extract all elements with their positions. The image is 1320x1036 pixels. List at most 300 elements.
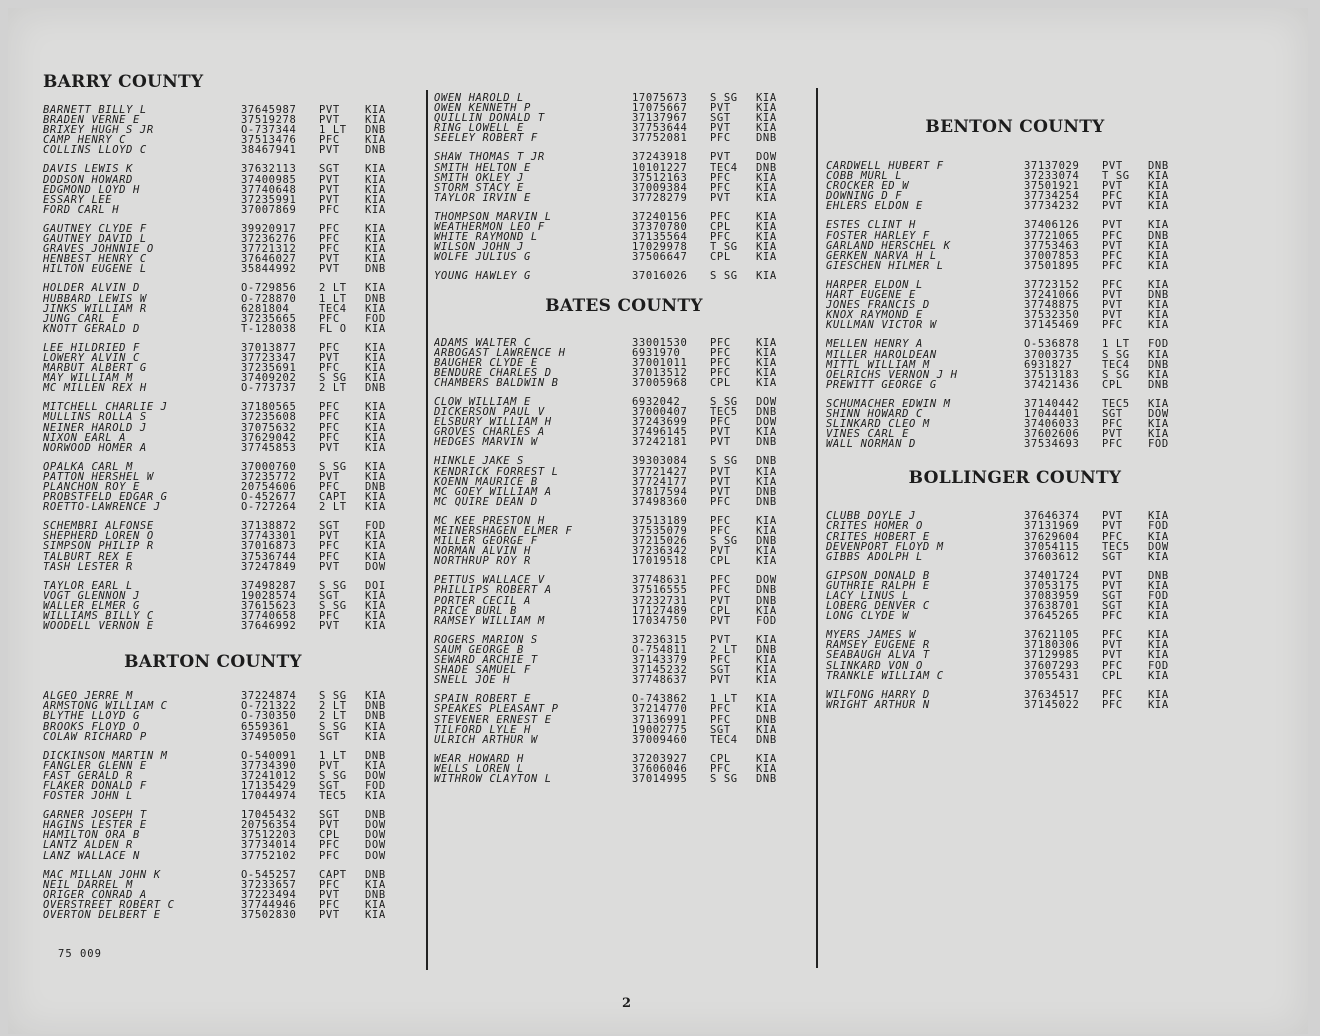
soldier-status: DNB: [365, 710, 386, 723]
soldier-name: ROGERS MARION S: [434, 634, 538, 645]
soldier-name: PHILLIPS ROBERT A: [434, 585, 552, 596]
soldier-rank: SGT: [710, 723, 731, 736]
soldier-rank: PVT: [319, 530, 340, 543]
soldier-name: DEVENPORT FLOYD M: [826, 541, 944, 552]
soldier-serial: 37013512: [632, 366, 688, 379]
soldier-status: KIA: [365, 362, 386, 375]
soldier-name: TAYLOR IRVIN E: [434, 192, 531, 203]
soldier-status: DNB: [756, 733, 777, 746]
soldier-name: KNOX RAYMOND E: [826, 310, 923, 321]
soldier-status: KIA: [756, 465, 777, 478]
roster-row: [43, 492, 413, 502]
soldier-name: SHADE SAMUEL F: [434, 665, 531, 676]
roster-row: [43, 462, 413, 472]
soldier-rank: PFC: [1102, 530, 1123, 543]
soldier-rank: PFC: [710, 495, 731, 508]
soldier-rank: PVT: [319, 441, 340, 454]
soldier-rank: PFC: [710, 762, 731, 775]
soldier-serial: O-729856: [241, 282, 297, 295]
soldier-status: DNB: [1148, 569, 1169, 582]
soldier-serial: 37016026: [632, 270, 688, 283]
roster-row: [43, 343, 413, 353]
soldier-name: BARNETT BILLY L: [43, 105, 147, 116]
soldier-serial: 37137029: [1024, 160, 1080, 172]
soldier-status: KIA: [756, 336, 777, 349]
soldier-name: WALLER ELMER G: [43, 600, 140, 612]
county-list-barton: [43, 691, 413, 920]
soldier-name: BRADEN VERNE E: [43, 115, 140, 126]
soldier-name: MILLER GEORGE F: [434, 536, 538, 547]
soldier-name: HART EUGENE E: [826, 290, 916, 301]
soldier-status: KIA: [365, 491, 386, 504]
soldier-status: DOW: [365, 560, 386, 573]
soldier-name: GARLAND HERSCHEL K: [826, 240, 951, 251]
roster-row: [434, 378, 814, 388]
soldier-status: KIA: [756, 92, 777, 104]
soldier-rank: PFC: [1102, 190, 1123, 203]
soldier-rank: PFC: [710, 132, 731, 145]
roster-row: [43, 443, 413, 453]
soldier-status: KIA: [365, 243, 386, 256]
soldier-status: KIA: [1148, 579, 1169, 592]
soldier-status: DNB: [756, 584, 777, 597]
soldier-rank: CPL: [710, 555, 731, 568]
roster-group: [43, 581, 413, 631]
soldier-rank: S SG: [710, 270, 738, 283]
soldier-name: KENDRICK FORREST L: [434, 466, 559, 477]
soldier-serial: 37409202: [241, 372, 297, 385]
roster-row: [43, 851, 413, 861]
soldier-rank: PVT: [319, 759, 340, 772]
soldier-status: KIA: [756, 545, 777, 558]
soldier-rank: PVT: [1102, 639, 1123, 652]
soldier-rank: PVT: [319, 351, 340, 364]
soldier-status: DNB: [1148, 160, 1169, 172]
soldier-rank: PFC: [319, 550, 340, 563]
soldier-rank: CPL: [710, 221, 731, 234]
soldier-status: KIA: [1148, 397, 1169, 410]
roster-row: [826, 320, 1204, 330]
soldier-serial: 37421436: [1024, 378, 1080, 391]
soldier-name: ARBOGAST LAWRENCE H: [434, 347, 566, 358]
soldier-status: KIA: [365, 759, 386, 772]
soldier-status: KIA: [1148, 259, 1169, 272]
soldier-rank: PFC: [319, 203, 340, 216]
soldier-rank: S SG: [319, 720, 347, 733]
soldier-serial: 17029978: [632, 241, 688, 254]
soldier-name: OWEN HAROLD L: [434, 93, 524, 104]
soldier-rank: SGT: [1102, 590, 1123, 602]
soldier-status: KIA: [365, 730, 386, 743]
roster-group: [43, 751, 413, 801]
soldier-status: KIA: [1148, 669, 1169, 682]
soldier-status: DNB: [1148, 378, 1169, 391]
soldier-status: DNB: [365, 481, 386, 493]
soldier-status: KIA: [1148, 309, 1169, 322]
soldier-serial: O-754811: [632, 643, 688, 656]
soldier-status: KIA: [1148, 610, 1169, 623]
soldier-serial: 37180306: [1024, 639, 1080, 652]
roster-row: [43, 412, 413, 422]
roster-row: [43, 732, 413, 742]
soldier-status: FOD: [1148, 520, 1169, 533]
soldier-name: WILFONG HARRY D: [826, 689, 930, 700]
soldier-rank: PVT: [319, 888, 340, 901]
soldier-name: HOLDER ALVIN D: [43, 283, 140, 294]
soldier-status: KIA: [365, 341, 386, 354]
soldier-rank: CPL: [319, 829, 340, 842]
soldier-rank: PFC: [319, 431, 340, 444]
soldier-name: MILLER HAROLDEAN: [826, 349, 937, 360]
soldier-status: KIA: [756, 555, 777, 568]
soldier-name: LOBERG DENVER C: [826, 601, 930, 612]
soldier-name: DOWNING D F: [826, 191, 903, 202]
soldier-serial: 37137967: [632, 112, 688, 125]
soldier-name: NORWOOD HOMER A: [43, 442, 147, 453]
soldier-serial: 37728279: [632, 191, 688, 204]
soldier-rank: 1 LT: [319, 292, 347, 305]
soldier-serial: 37615623: [241, 599, 297, 612]
soldier-serial: O-545257: [241, 868, 297, 881]
soldier-status: KIA: [756, 693, 777, 706]
soldier-serial: 37607293: [1024, 659, 1080, 672]
soldier-status: KIA: [365, 104, 386, 116]
soldier-rank: CAPT: [319, 868, 347, 881]
soldier-name: CRITES HOMER O: [826, 521, 923, 532]
soldier-serial: 37016873: [241, 540, 297, 553]
soldier-status: KIA: [756, 664, 777, 677]
soldier-serial: 37143379: [632, 654, 688, 667]
soldier-name: BROOKS FLOYD O: [43, 721, 140, 732]
soldier-status: KIA: [1148, 550, 1169, 563]
soldier-serial: 20754606: [241, 481, 297, 493]
soldier-status: DNB: [365, 700, 386, 713]
soldier-rank: 1 LT: [710, 693, 738, 706]
roster-group: [826, 630, 1204, 680]
soldier-status: DOW: [365, 849, 386, 862]
soldier-name: FAST GERALD R: [43, 770, 133, 781]
soldier-serial: 37748637: [632, 674, 688, 687]
soldier-rank: PVT: [319, 144, 340, 157]
soldier-name: PREWITT GEORGE G: [826, 379, 937, 390]
soldier-serial: 10101227: [632, 161, 688, 174]
soldier-rank: SGT: [319, 730, 340, 743]
soldier-name: DODSON HOWARD: [43, 174, 133, 185]
roster-row: [826, 611, 1204, 621]
roster-group: [434, 212, 814, 262]
soldier-serial: 37242181: [632, 436, 688, 449]
soldier-serial: 37723347: [241, 351, 297, 364]
soldier-name: GIESCHEN HILMER L: [826, 260, 944, 271]
soldier-rank: PVT: [1102, 200, 1123, 213]
soldier-name: RAMSEY EUGENE R: [826, 640, 930, 651]
soldier-rank: PVT: [710, 614, 731, 627]
soldier-name: PLANCHON ROY E: [43, 482, 140, 493]
column-divider-left: [426, 90, 428, 970]
soldier-rank: TEC4: [1102, 358, 1130, 371]
soldier-serial: 37629604: [1024, 530, 1080, 543]
roster-row: [43, 521, 413, 531]
soldier-name: JINKS WILLIAM R: [43, 303, 147, 314]
soldier-status: KIA: [756, 633, 777, 646]
soldier-status: KIA: [1148, 530, 1169, 543]
soldier-rank: PFC: [710, 514, 731, 527]
soldier-status: KIA: [756, 703, 777, 716]
soldier-rank: PFC: [319, 233, 340, 246]
soldier-serial: O-728870: [241, 292, 297, 305]
soldier-name: MARBUT ALBERT G: [43, 363, 147, 374]
soldier-rank: PVT: [1102, 428, 1123, 441]
soldier-serial: 37236342: [632, 545, 688, 558]
soldier-name: MC GOEY WILLIAM A: [434, 486, 552, 497]
roster-row: [826, 700, 1204, 710]
soldier-status: KIA: [756, 654, 777, 667]
soldier-status: KIA: [756, 346, 777, 359]
soldier-serial: 37646027: [241, 253, 297, 266]
soldier-rank: PFC: [319, 610, 340, 623]
roster-row: [43, 195, 413, 205]
soldier-rank: CPL: [1102, 669, 1123, 682]
soldier-serial: O-536878: [1024, 338, 1080, 351]
soldier-serial: 37247849: [241, 560, 297, 573]
soldier-serial: 37054115: [1024, 540, 1080, 553]
soldier-serial: O-743862: [632, 693, 688, 706]
soldier-name: MAC MILLAN JOHN K: [43, 869, 161, 880]
soldier-serial: 37235772: [241, 470, 297, 483]
roster-group: [826, 399, 1204, 449]
soldier-status: DNB: [756, 455, 777, 468]
soldier-rank: S SG: [319, 599, 347, 612]
soldier-status: KIA: [365, 401, 386, 414]
soldier-status: KIA: [1148, 639, 1169, 652]
county-list-bates: [434, 338, 814, 785]
soldier-name: FORD CARL H: [43, 204, 120, 215]
soldier-status: KIA: [365, 501, 386, 514]
soldier-serial: O-737344: [241, 124, 297, 137]
soldier-rank: PFC: [319, 134, 340, 147]
soldier-serial: 37498287: [241, 579, 297, 592]
soldier-status: KIA: [1148, 278, 1169, 291]
soldier-name: NEIL DARREL M: [43, 879, 133, 890]
soldier-rank: PVT: [319, 253, 340, 266]
soldier-status: DOW: [756, 395, 777, 408]
soldier-status: DOW: [756, 151, 777, 164]
soldier-serial: 37752081: [632, 132, 688, 145]
soldier-status: DNB: [756, 406, 777, 419]
soldier-rank: 2 LT: [319, 501, 347, 514]
soldier-serial: 37241012: [241, 769, 297, 782]
soldier-rank: TEC4: [710, 161, 738, 174]
soldier-rank: PVT: [710, 475, 731, 488]
soldier-rank: PFC: [1102, 259, 1123, 272]
soldier-status: DNB: [1148, 358, 1169, 371]
soldier-serial: 37005968: [632, 376, 688, 389]
soldier-status: KIA: [365, 183, 386, 196]
roster-row: [43, 254, 413, 264]
soldier-name: GERKEN NARVA H L: [826, 250, 937, 261]
soldier-name: MITTL WILLIAM M: [826, 359, 930, 370]
roster-row: [43, 870, 413, 880]
soldier-name: MC MILLEN REX H: [43, 383, 147, 394]
soldier-rank: PFC: [710, 336, 731, 349]
roster-group: [43, 105, 413, 155]
soldier-status: DNB: [365, 888, 386, 901]
soldier-rank: PVT: [710, 426, 731, 439]
soldier-status: KIA: [365, 134, 386, 147]
soldier-status: KIA: [365, 878, 386, 891]
soldier-name: PATTON HERSHEL W: [43, 471, 154, 482]
soldier-name: ROETTO-LAWRENCE J: [43, 502, 161, 513]
soldier-serial: 37406126: [1024, 219, 1080, 232]
soldier-name: THOMPSON MARVIN L: [434, 211, 552, 223]
soldier-serial: 37007853: [1024, 249, 1080, 262]
soldier-rank: S SG: [319, 769, 347, 782]
soldier-status: KIA: [365, 411, 386, 424]
soldier-rank: PFC: [1102, 610, 1123, 623]
soldier-name: STORM STACY E: [434, 182, 524, 193]
soldier-serial: 37131969: [1024, 520, 1080, 533]
soldier-status: KIA: [756, 762, 777, 775]
soldier-name: CROCKER ED W: [826, 181, 910, 192]
soldier-name: JONES FRANCIS D: [826, 300, 930, 311]
soldier-status: DOW: [1148, 407, 1169, 420]
soldier-rank: PFC: [710, 366, 731, 379]
roster-row: [43, 591, 413, 601]
roster-row: [43, 423, 413, 433]
soldier-serial: 37603612: [1024, 550, 1080, 563]
roster-group: [434, 456, 814, 506]
roster-row: [43, 791, 413, 801]
soldier-serial: 6931827: [1024, 358, 1073, 371]
soldier-rank: S SG: [1102, 368, 1130, 381]
soldier-serial: 17135429: [241, 779, 297, 792]
soldier-name: COLLINS LLOYD C: [43, 145, 147, 156]
soldier-rank: PFC: [319, 362, 340, 375]
roster-group: [43, 462, 413, 512]
soldier-serial: 37748631: [632, 574, 688, 587]
roster-group: [434, 338, 814, 388]
soldier-serial: 37721312: [241, 243, 297, 256]
soldier-name: OVERTON DELBERT E: [43, 910, 161, 921]
soldier-rank: PFC: [1102, 278, 1123, 291]
roster-row: [43, 761, 413, 771]
soldier-serial: 37136991: [632, 713, 688, 726]
soldier-serial: 37501921: [1024, 180, 1080, 193]
soldier-rank: PVT: [710, 436, 731, 449]
soldier-rank: PVT: [1102, 160, 1123, 172]
soldier-rank: TEC5: [319, 790, 347, 803]
county-list-barry-continued: [434, 93, 814, 282]
soldier-rank: S SG: [319, 372, 347, 385]
soldier-name: SHINN HOWARD C: [826, 408, 923, 420]
soldier-serial: 37235991: [241, 193, 297, 206]
soldier-name: CAMP HENRY C: [43, 135, 127, 146]
soldier-name: SLINKARD VON O: [826, 660, 923, 671]
soldier-rank: PVT: [1102, 309, 1123, 322]
soldier-serial: 37233074: [1024, 170, 1080, 183]
soldier-status: KIA: [1148, 649, 1169, 662]
roster-row: [43, 502, 413, 512]
roster-row: [43, 482, 413, 492]
soldier-status: KIA: [756, 525, 777, 537]
soldier-name: CARDWELL HUBERT F: [826, 161, 944, 172]
soldier-serial: 37646992: [241, 620, 297, 633]
soldier-rank: PVT: [710, 465, 731, 478]
soldier-serial: O-727264: [241, 501, 297, 514]
soldier-name: ARMSTONG WILLIAM C: [43, 701, 168, 712]
soldier-rank: PFC: [1102, 629, 1123, 642]
county-list-bollinger: [826, 511, 1204, 710]
soldier-status: DOI: [365, 579, 386, 592]
soldier-name: NORMAN ALVIN H: [434, 546, 531, 557]
soldier-status: DNB: [365, 263, 386, 276]
soldier-serial: 37240156: [632, 210, 688, 223]
soldier-status: DOW: [365, 819, 386, 832]
soldier-name: SPAIN ROBERT E: [434, 694, 531, 705]
soldier-rank: SGT: [710, 112, 731, 125]
soldier-status: FOD: [1148, 338, 1169, 351]
roster-row: [434, 556, 814, 566]
soldier-name: LONG CLYDE W: [826, 611, 910, 622]
roster-group: [826, 161, 1204, 211]
soldier-name: HENBEST HENRY C: [43, 254, 147, 265]
roster-row: [43, 722, 413, 732]
soldier-status: KIA: [756, 251, 777, 264]
roster-row: [43, 402, 413, 412]
soldier-serial: 37401724: [1024, 569, 1080, 582]
soldier-name: ELSBURY WILLIAM H: [434, 417, 552, 428]
soldier-status: KIA: [1148, 219, 1169, 232]
soldier-serial: T-128038: [241, 322, 297, 335]
soldier-serial: 37145469: [1024, 319, 1080, 332]
soldier-rank: PVT: [1102, 520, 1123, 533]
roster-group: [434, 93, 814, 143]
soldier-serial: 37745853: [241, 441, 297, 454]
soldier-status: DNB: [1148, 229, 1169, 242]
roster-group: [43, 870, 413, 920]
soldier-rank: PVT: [710, 485, 731, 498]
soldier-status: KIA: [365, 460, 386, 473]
soldier-status: KIA: [1148, 239, 1169, 252]
roster-row: [43, 781, 413, 791]
soldier-serial: 37009460: [632, 733, 688, 746]
soldier-serial: 37602606: [1024, 428, 1080, 441]
soldier-status: DOW: [365, 829, 386, 842]
soldier-status: DOW: [365, 769, 386, 782]
soldier-name: TASH LESTER R: [43, 561, 133, 572]
roster-row: [43, 314, 413, 324]
soldier-status: DOW: [756, 416, 777, 429]
roster-row: [43, 115, 413, 125]
soldier-rank: SGT: [319, 809, 340, 822]
soldier-status: KIA: [365, 589, 386, 602]
soldier-rank: CPL: [710, 752, 731, 765]
soldier-status: KIA: [365, 441, 386, 454]
soldier-rank: PFC: [1102, 698, 1123, 711]
soldier-rank: PFC: [1102, 249, 1123, 262]
soldier-rank: PFC: [1102, 319, 1123, 332]
soldier-serial: 37013877: [241, 341, 297, 354]
soldier-serial: 37236315: [632, 633, 688, 646]
soldier-status: DNB: [1148, 289, 1169, 302]
soldier-status: KIA: [756, 241, 777, 254]
roster-group: [826, 690, 1204, 710]
soldier-status: DNB: [756, 535, 777, 548]
roster-row: [43, 135, 413, 145]
soldier-serial: 37003735: [1024, 348, 1080, 361]
soldier-status: KIA: [365, 351, 386, 364]
soldier-rank: PVT: [319, 114, 340, 127]
